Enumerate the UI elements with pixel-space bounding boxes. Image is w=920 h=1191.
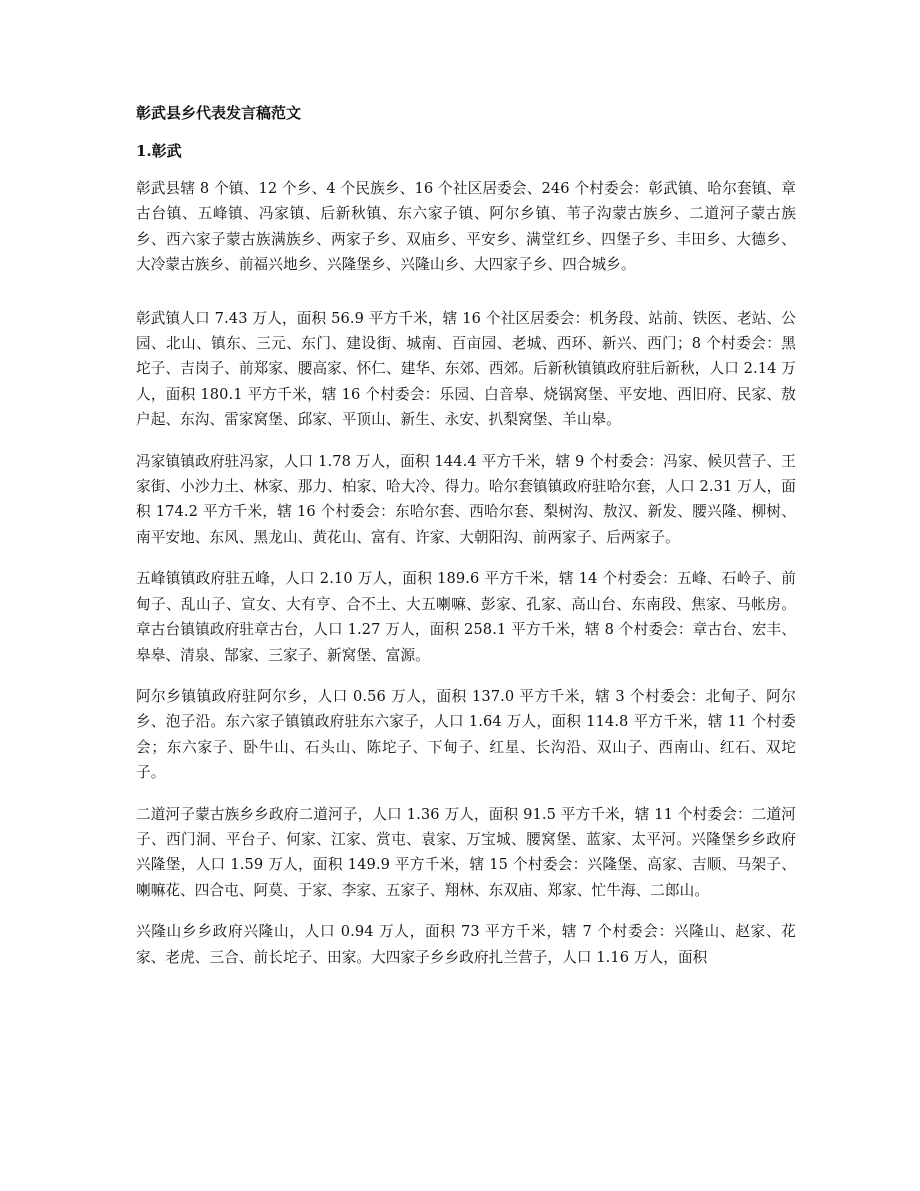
paragraph-xinglongshan-township: 兴隆山乡乡政府兴隆山，人口 0.94 万人，面积 73 平方千米，辖 7 个村委会：兴隆山、赵家、花家、老虎、三合、前长坨子、田家。大四家子乡乡政府扎兰营子，人口 1.16 万人，面积 <box>136 923 796 966</box>
paragraph-wufeng-town: 五峰镇镇政府驻五峰，人口 2.10 万人，面积 189.6 平方千米，辖 14 个村委会：五峰、石岭子、前甸子、乱山子、宣女、大有亨、合不土、大五喇嘛、彭家、孔家、高山台、东南段、焦家、马帐房。章古台镇镇政府驻章古台，人口 1.27 万人，面积 258.1 平方千米，辖 8 个村委会：章古台、宏丰、皋皋、清泉、郜家、三家子、新窝堡、富源。 <box>136 570 796 664</box>
section-heading: 1.彰武 <box>136 142 182 160</box>
paragraph-aerxiang-town: 阿尔乡镇镇政府驻阿尔乡，人口 0.56 万人，面积 137.0 平方千米，辖 3 个村委会：北甸子、阿尔乡、泡子沿。东六家子镇镇政府驻东六家子，人口 1.64 万人，面积 114.8 平方千米，辖 11 个村委会；东六家子、卧牛山、石头山、陈坨子、下甸子、红星、长沟沿、双山子、西南山、红石、双坨子。 <box>136 687 796 782</box>
paragraph-erdaohezi-township: 二道河子蒙古族乡乡政府二道河子，人口 1.36 万人，面积 91.5 平方千米，辖 11 个村委会：二道河子、西门洞、平台子、何家、江家、赏屯、袁家、万宝城、腰窝堡、蓝家、太平河。兴隆堡乡乡政府兴隆堡，人口 1.59 万人，面积 149.9 平方千米，辖 15 个村委会：兴隆堡、高家、吉顺、马架子、喇嘛花、四合屯、阿莫、于家、李家、五家子、翔林、东双庙、郑家、忙牛海、二郎山。 <box>136 805 796 899</box>
document-title: 彰武县乡代表发言稿范文 <box>136 104 302 122</box>
paragraph-county-overview: 彰武县辖 8 个镇、12 个乡、4 个民族乡、16 个社区居委会、246 个村委会：彰武镇、哈尔套镇、章古台镇、五峰镇、冯家镇、后新秋镇、东六家子镇、阿尔乡镇、苇子沟蒙古族乡、二道河子蒙古族乡、西六家子蒙古族满族乡、两家子乡、双庙乡、平安乡、满堂红乡、四堡子乡、丰田乡、大德乡、大冷蒙古族乡、前福兴地乡、兴隆堡乡、兴隆山乡、大四家子乡、四合城乡。 <box>136 180 796 274</box>
paragraph-fengjia-town: 冯家镇镇政府驻冯家，人口 1.78 万人，面积 144.4 平方千米，辖 9 个村委会：冯家、候贝营子、王家街、小沙力土、林家、那力、柏家、哈大冷、得力。哈尔套镇镇政府驻哈尔套，人口 2.31 万人，面积 174.2 平方千米，辖 16 个村委会：东哈尔套、西哈尔套、梨树沟、敖汉、新发、腰兴隆、柳树、南平安地、东风、黑龙山、黄花山、富有、许家、大朝阳沟、前两家子、后两家子。 <box>136 452 796 546</box>
paragraph-zhangwu-town: 彰武镇人口 7.43 万人，面积 56.9 平方千米，辖 16 个社区居委会：机务段、站前、铁医、老站、公园、北山、镇东、三元、东门、建设街、城南、百亩园、老城、西环、新兴、西门；8 个村委会：黑坨子、吉岗子、前郑家、腰高家、怀仁、建华、东郊、西郊。后新秋镇镇政府驻后新秋，人口 2.14 万人，面积 180.1 平方千米，辖 16 个村委会：乐园、白音皋、烧锅窝堡、平安地、西旧府、民家、敖户起、东沟、雷家窝堡、邱家、平顶山、新生、永安、扒梨窝堡、羊山皋。 <box>136 309 796 429</box>
document-page <box>136 100 796 986</box>
